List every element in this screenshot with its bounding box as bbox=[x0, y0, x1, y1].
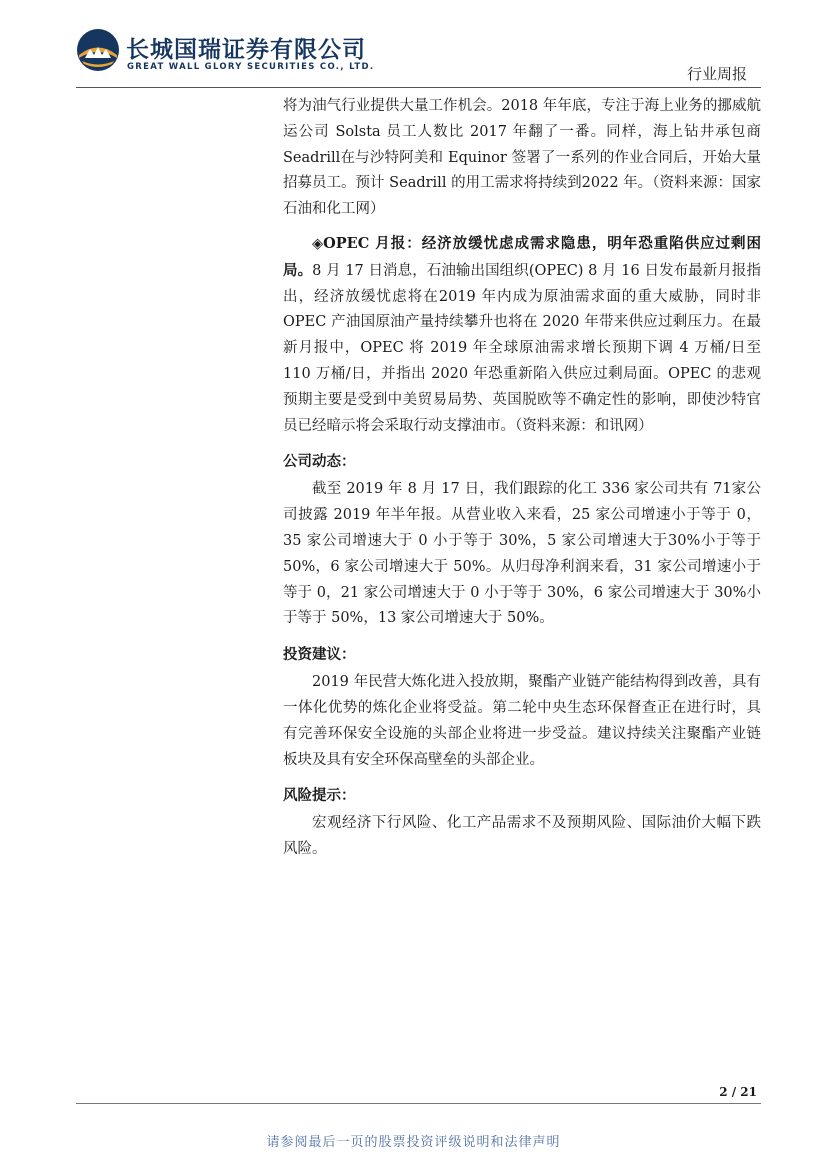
great-wall-logo-icon bbox=[76, 28, 120, 72]
section-heading-company-news: 公司动态： bbox=[283, 454, 356, 471]
paragraph-company-news: 截至 2019 年 8 月 17 日，我们跟踪的化工 336 家公司共有 71家公司披露 2019 年半年报。从营业收入来看，25 家公司增速小于等于 0，35 家公司增速大于 0 小于等于 30%，5 家公司增速大于30%小于等于 50%，6 家公司增速大于 50%。从归母净利润来看，31 家公司增速小于等于 0，21 家公司增速大于 0 小于等于 30%，6 家公司增速大于 30%小于等于 50%，13 家公司增速大于 50%。 bbox=[283, 481, 761, 627]
opec-headline: ◈OPEC 月报：经济放缓忧虑成需求隐患，明年恐重陷供应过剩困局。 bbox=[283, 234, 761, 279]
company-name-cn: 长城国瑞证券有限公司 bbox=[126, 37, 366, 63]
main-content bbox=[283, 94, 761, 863]
page-number: 2 / 21 bbox=[719, 1085, 757, 1099]
paragraph-opec bbox=[283, 231, 761, 439]
opec-body: 8 月 17 日消息，石油输出国组织(OPEC) 8 月 16 日发布最新月报指出，经济放缓忧虑将在2019 年内成为原油需求面的重大威胁，同时非 OPEC 产油国原油产量持续攀升也将在 2020 年带来供应过剩压力。在最新月报中，OPEC 将 2019 年全球原油需求增长预期下调 4 万桶/日至 110 万桶/日，并指出 2020 年恐重新陷入供应过剩局面。OPEC 的悲观预期主要是受到中美贸易局势、英国脱欧等不确定性的影响，即使沙特官员已经暗示将会采取行动支撑油市。（资料来源：和讯网） bbox=[283, 262, 761, 434]
paragraph-risk: 宏观经济下行风险、化工产品需求不及预期风险、国际油价大幅下跌风险。 bbox=[283, 815, 761, 858]
paragraph-investment-advice: 2019 年民营大炼化进入投放期，聚酯产业链产能结构得到改善，具有一体化优势的炼化企业将受益。第二轮中央生态环保督查正在进行时，具有完善环保安全设施的头部企业将进一步受益。建议持续关注聚酯产业链板块及具有安全环保高壁垒的头部企业。 bbox=[283, 674, 761, 768]
footer-divider bbox=[76, 1103, 761, 1104]
header-divider bbox=[76, 87, 761, 88]
paragraph-seadrill: 将为油气行业提供大量工作机会。2018 年年底，专注于海上业务的挪威航运公司 Solsta 员工人数比 2017 年翻了一番。同样，海上钻井承包商 Seadrill在与沙特阿美和 Equinor 签署了一系列的作业合同后，开始大量招募员工。预计 Seadrill 的用工需求将持续到2022 年。（资料来源：国家石油和化工网） bbox=[283, 98, 761, 218]
report-type-label: 行业周报 bbox=[686, 65, 747, 83]
section-heading-investment-advice: 投资建议： bbox=[283, 647, 356, 664]
footer-disclaimer: 请参阅最后一页的股票投资评级说明和法律声明 bbox=[266, 1135, 561, 1150]
page-header bbox=[0, 0, 827, 90]
section-heading-risk: 风险提示： bbox=[283, 788, 356, 805]
company-name-en: GREAT WALL GLORY SECURITIES CO., LTD. bbox=[127, 62, 375, 72]
